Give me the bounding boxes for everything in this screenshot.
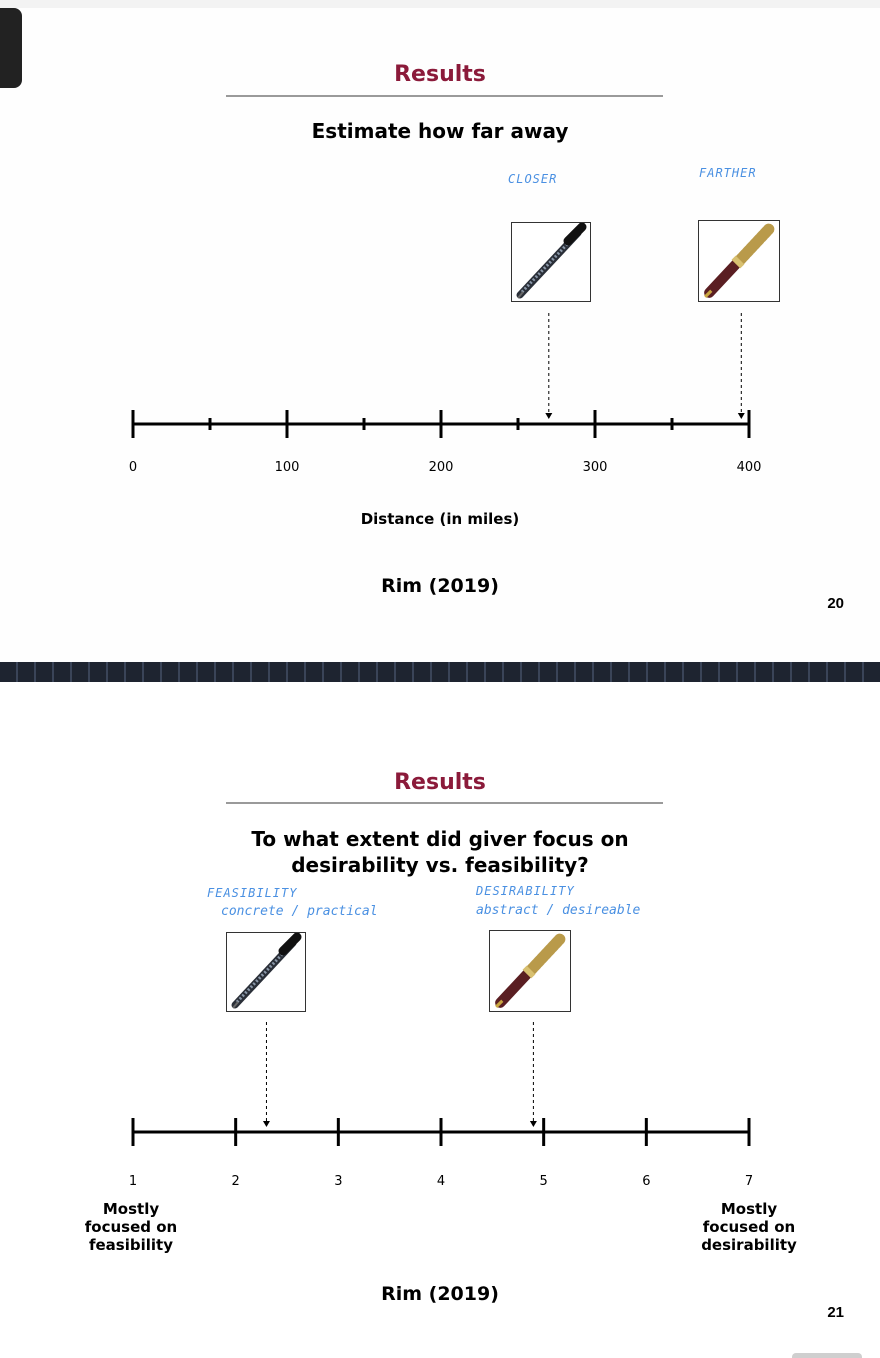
left-end-label-line: focused on xyxy=(84,1218,178,1236)
window-corner-tab xyxy=(0,8,22,88)
tick-label: 100 xyxy=(274,460,300,475)
page-number: 21 xyxy=(827,1304,844,1321)
left-end-label xyxy=(66,1200,196,1254)
right-end-label xyxy=(684,1200,814,1254)
tick-label: 400 xyxy=(736,460,762,475)
slide-question-line2: desirability vs. feasibility? xyxy=(291,853,589,877)
scroll-handle[interactable] xyxy=(792,1353,862,1358)
slide-title: Results xyxy=(394,62,486,87)
tick-label: 1 xyxy=(128,1174,138,1189)
left-end-label-line: Mostly xyxy=(102,1200,160,1218)
citation: Rim (2019) xyxy=(381,575,499,597)
tick-label: 200 xyxy=(428,460,454,475)
slide-question-line1: To what extent did giver focus on xyxy=(251,827,629,851)
tick-label: 0 xyxy=(128,460,138,475)
luxury-fountain-pen-marker-arrow xyxy=(738,413,745,419)
annotation-feasibility: FEASIBILITY xyxy=(207,886,298,900)
annotation-desirability: DESIRABILITY xyxy=(476,884,575,898)
luxury-fountain-pen-marker-arrow xyxy=(530,1121,537,1127)
left-end-label-line: feasibility xyxy=(88,1236,173,1254)
right-end-label-line: focused on xyxy=(702,1218,796,1236)
tick-label: 2 xyxy=(231,1174,240,1189)
slide-question: Estimate how far away xyxy=(311,119,569,143)
page-number: 20 xyxy=(827,595,844,612)
tick-label: 5 xyxy=(539,1174,548,1189)
annotation-abstract-desireable: abstract / desireable xyxy=(476,903,641,918)
annotation-concrete-practical: concrete / practical xyxy=(221,904,378,919)
annotation-farther: FARTHER xyxy=(699,166,757,180)
tick-label: 7 xyxy=(744,1174,754,1189)
tick-label: 300 xyxy=(582,460,608,475)
slide-20 xyxy=(0,0,880,662)
tick-label: 6 xyxy=(642,1174,651,1189)
right-end-label-line: desirability xyxy=(701,1236,797,1254)
plain-ballpoint-pen-marker-arrow xyxy=(263,1121,270,1127)
focus-scale-axis xyxy=(0,682,880,1358)
slide-title: Results xyxy=(394,770,486,795)
distance-axis xyxy=(0,0,880,662)
right-end-label-line: Mostly xyxy=(720,1200,778,1218)
slide-divider xyxy=(0,662,880,682)
citation: Rim (2019) xyxy=(381,1283,499,1305)
plain-ballpoint-pen-marker-arrow xyxy=(545,413,552,419)
tick-label: 3 xyxy=(334,1174,343,1189)
axis-title: Distance (in miles) xyxy=(360,510,520,528)
tick-label: 4 xyxy=(436,1174,446,1189)
slide-21 xyxy=(0,682,880,1358)
annotation-closer: CLOSER xyxy=(508,172,558,186)
